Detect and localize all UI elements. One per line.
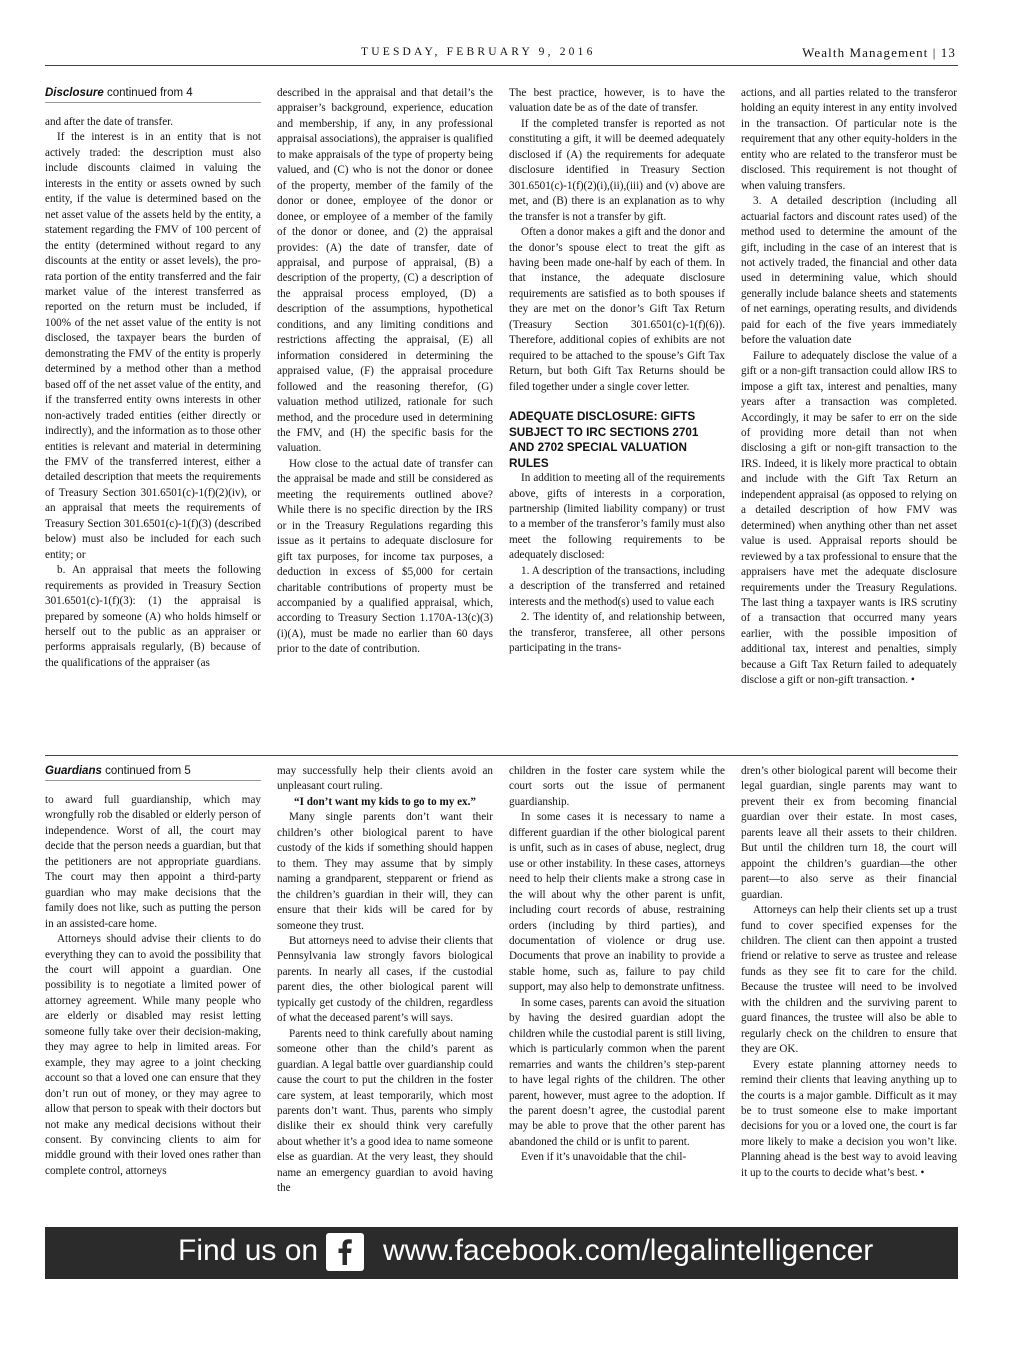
disclosure-column-1	[45, 86, 261, 671]
paragraph: 2. The identity of, and relationship between, the transferor, transferee, all other persons participating in the trans-	[509, 611, 725, 655]
paragraph: b. An appraisal that meets the following requirements as provided in Treasury Section 301.6501(c)-1(f)(3): (1) the appraisal is prepared by someone (A) who holds himself or herself out to the public as an appraiser or performs appraisals regularly, (B) because of the qualifications of the appraiser (as	[45, 564, 261, 669]
find-us-text: Find us on	[178, 1234, 319, 1267]
continued-keyword: Guardians	[45, 765, 102, 777]
disclosure-continued-label	[45, 86, 261, 103]
disclosure-column-3	[509, 86, 725, 657]
facebook-icon	[326, 1233, 364, 1271]
paragraph: Parents need to think carefully about naming someone other than the child’s parent as guardian. A legal battle over guardianship could cause the court to put the children in the foster care system, at least temporarily, which most parents don’t want. Thus, parents who simply dislike their ex should think very carefully about whether it’s a good idea to name someone else as guardian. At the very least, they should name an emergency guardian to avoid having the	[277, 1027, 493, 1195]
section-subheading: ADEQUATE DISCLOSURE: GIFTS SUBJECT TO IRC SECTIONS 2701 AND 2702 SPECIAL VALUATION RULES	[509, 410, 699, 470]
issue-date: TUESDAY, FEBRUARY 9, 2016	[361, 46, 596, 58]
paragraph: If the completed transfer is reported as not constituting a gift, it will be deemed adequately disclosed if (A) the requirements for adequate disclosure identified in Treasury Section 301.6501(c)-1(f)(2)(i),(ii),(iii) and (v) above are met, and (B) there is an explanation as to why the transfer is not a transfer by gift.	[509, 117, 725, 223]
paragraph: Failure to adequately disclose the value of a gift or a non-gift transaction could allow IRS to impose a gift tax, interest and penalties, many years after a transaction was completed. Accordingly, it may be safer to err on the side of providing more detail than not when disclosing a gift or non-gift transaction to the IRS. Indeed, it is likely more practical to obtain and include with the Gift Tax Return an independent appraisal (as opposed to relying on a detailed description of how FMV was determined) when anything other than net asset value is used. Appraisal reports should be reviewed by a tax professional to ensure that the appraisers have met the adequate disclosure requirements under the Treasury Regulations. The last thing a taxpayer wants is IRS scrutiny of a transaction that occurred many years earlier, with the possible imposition of additional tax, interest and penalties, simply because a Gift Tax Return failed to adequately disclose a gift or non-gift transaction. •	[741, 349, 957, 687]
paragraph: 1. A description of the transactions, including a description of the transferred and retained interests and the method(s) used to value each	[509, 564, 725, 608]
paragraph: 3. A detailed description (including all actuarial factors and discount rates used) of the method used to determine the amount of the gift, including in the case of an interest that is not actively traded, the financial and other data used in determining value, which should generally include balance sheets and statements of net earnings, operating results, and dividends paid for each of the five years immediately before the valuation date	[741, 195, 957, 347]
paragraph: Even if it’s unavoidable that the chil-	[521, 1151, 687, 1164]
paragraph: may successfully help their clients avoid an unpleasant court ruling.	[277, 765, 493, 793]
guardians-continued-label	[45, 764, 261, 781]
paragraph: to award full guardianship, which may wrongfully rob the disabled or elderly person of independence. Worst of all, the court may decide that the person needs a guardian, but that the petitioners are not appropriate guardians. The court may then appoint a third-party guardian who may make decisions that the family does not like, such as putting the person in an assisted-care home.	[45, 794, 261, 930]
paragraph: Every estate planning attorney needs to remind their clients that leaving anything up to the courts is a major gamble. Difficult as it may be to trust someone else to make important decisions for you or a loved one, the court is far more likely to make a decision you won’t like. Planning ahead is the best way to avoid leaving it up to the courts to decide what’s best. •	[741, 1058, 957, 1179]
pull-quote-heading: “I don’t want my kids to go to my ex.”	[294, 795, 476, 808]
article-divider	[45, 755, 958, 756]
guardians-column-4	[741, 764, 957, 1181]
paragraph: and after the date of transfer.	[45, 116, 174, 128]
paragraph: How close to the actual date of transfer can the appraisal be made and still be considered as meeting the requirements outlined above? While there is no specific direction by the IRS or in the Treasury Regulations regarding this issue as it pertains to adequate disclosure for gift tax purposes, for income tax purposes, a deduction in excess of $5,000 for certain charitable contributions of property must be accompanied by a qualified appraisal, which, according to Treasury Section 1.170A-13(c)(3)(i)(A), must be made no earlier than 60 days prior to the date of contribution.	[277, 457, 493, 656]
paragraph: In addition to meeting all of the requirements above, gifts of interests in a corporation, partnership (limited liability company) or trust to a member of the transferor’s family must also meet the following requirements to be adequately disclosed:	[509, 472, 725, 562]
continued-text: continued from 5	[101, 765, 191, 777]
paragraph: Attorneys can help their clients set up a trust fund to cover specified expenses for the children. The client can then appoint a trusted friend or relative to serve as trustee and release funds as they see fit to care for the child. Because the trustee will need to be involved with the children and the surviving parent to guard finances, the trustee will also be able to regularly check on the children to ensure that they are OK.	[741, 904, 957, 1056]
guardians-column-3	[509, 764, 725, 1166]
paragraph: Many single parents don’t want their children’s other biological parent to have custody of the kids if something should happen to them. They may assume that by simply naming a grandparent, stepparent or friend as the children’s guardian in their will, they can ensure that their kids will be cared for by someone they trust.	[277, 811, 493, 932]
paragraph: But attorneys need to advise their clients that Pennsylvania law strongly favors biological parents. In nearly all cases, if the custodial parent dies, the other biological parent will typically get custody of the children, regardless of what the deceased parent’s will says.	[277, 934, 493, 1025]
section-page-label: Wealth Management | 13	[802, 45, 956, 60]
paragraph: described in the appraisal and that detail’s the appraiser’s background, experience, education and membership, if any, in any professional appraisal associations), the appraiser is qualified to make appraisals of the type of property being valued, and (C) who is not the donor or donee of the property, member of the family of the donor or donee, employee of the donor or donee, or employee of a member of the family of the donor or donee, and (2) the appraisal provides: (A) the date of transfer, date of appraisal, and purpose of appraisal, (B) a description of the property, (C) a description of the appraisal process employed, (D) a description of the assumptions, hypothetical conditions, and any limiting conditions and restrictions affecting the appraisal, (E) all information considered in determining the appraised value, (F) the appraisal procedure followed and the reasoning therefor, (G) valuation method utilized, rationale for such method, and the procedure used in determining the FMV, and (H) the specific basis for the valuation.	[277, 87, 493, 455]
paragraph: actions, and all parties related to the transferor holding an equity interest in any entity involved in the transaction. Of particular note is the requirement that any other equity-holders in the entity who are related to the transferor must be disclosed. This requirement is not thought of when valuing transfers.	[741, 87, 957, 192]
paragraph: children in the foster care system while the court sorts out the issue of permanent guardianship.	[509, 765, 725, 808]
page-header	[45, 0, 958, 66]
facebook-banner[interactable]	[45, 1227, 958, 1279]
disclosure-column-2	[277, 86, 493, 658]
guardians-column-1	[45, 764, 261, 1179]
paragraph: In some cases, parents can avoid the situation by having the desired guardian adopt the children while the custodial parent is still living, which is particularly common when the parent remarries and wants the children’s step-parent to have legal rights of the children. The other parent, however, must agree to the adoption. If the parent doesn’t agree, the custodial parent may be able to prove that the other parent has abandoned the child or is unfit to parent.	[509, 996, 725, 1148]
guardians-column-2	[277, 764, 493, 1197]
continued-text: continued from 4	[103, 87, 193, 99]
paragraph: If the interest is in an entity that is not actively traded: the description must also include discounts claimed in valuing the interests in the entity or assets owned by such entity, if the value is determined based on the net asset value of the assets held by the entity, a statement regarding the FMV of 100 percent of the entity (determined without regard to any discounts at the entity or asset levels), the pro-rata portion of the entity transferred and the fair market value of the interest transferred as reported on the return must be included, if 100% of the net asset value of the entity is not disclosed, the taxpayer bears the burden of demonstrating the FMV of the entity is properly determined by a method other than a method based off of the net asset value of the entity, and if the transferred entity owns interests in other non-actively traded entities (either directly or indirectly), and the information as to those other entities is relevant and material in determining the FMV of the transferred interest, either a detailed description that meets the requirements of Treasury Section 301.6501(c)-1(f)(2)(iv), or an appraisal that meets the requirements of Treasury Section 301.6501(c)-1(f)(3) (described below) must also be included for each such entity; or	[45, 131, 261, 561]
paragraph: In some cases it is necessary to name a different guardian if the other biological parent is unfit, such as in cases of abuse, neglect, drug use or other instability. In these cases, attorneys need to help their clients make a strong case in the will about why the other parent is unfit, including court records of abuse, restraining orders (including by third parties), and documentation of violence or drug use. Documents that prove an inability to provide a stable home, such as, failure to pay child support, may also help to demonstrate unfitness.	[509, 811, 725, 994]
continued-keyword: Disclosure	[45, 87, 104, 99]
paragraph: Often a donor makes a gift and the donor and the donor’s spouse elect to treat the gift as having been made one-half by each of them. In that instance, the adequate disclosure requirements are satisfied as to both spouses if they are met on the donor’s Gift Tax Return (Treasury Section 301.6501(c)-1(f)(6)). Therefore, additional copies of exhibits are not required to be attached to the spouse’s Gift Tax Return, but both Gift Tax Returns should be filed together under a single cover letter.	[509, 226, 725, 393]
paragraph: The best practice, however, is to have the valuation date be as of the date of transfer.	[509, 87, 725, 115]
paragraph: Attorneys should advise their clients to do everything they can to avoid the possibility that the court will appoint a guardian. One possibility is to negotiate a limited power of attorney agreement. While many people who are elderly or disabled may resist letting someone fully take over their decision-making, they may agree to help in limited areas. For example, they may agree to a joint checking account so that a loved one can ensure that they don’t run out of money, or they may agree to allow that person to speak with their doctors but not make any medical decisions without their consent. By convincing clients to aim for middle ground with their loved ones rather than complete control, attorneys	[45, 933, 261, 1177]
paragraph: dren’s other biological parent will become their legal guardian, single parents may want to prevent their ex from becoming financial guardian over their estate. In most cases, parents leave all their assets to their children. But until the children turn 18, the court will appoint the children’s guardian—the other parent—to also serve as their financial guardian.	[741, 765, 957, 901]
disclosure-column-4	[741, 86, 957, 689]
facebook-url-link[interactable]: www.facebook.com/legalintelligencer	[383, 1234, 874, 1267]
